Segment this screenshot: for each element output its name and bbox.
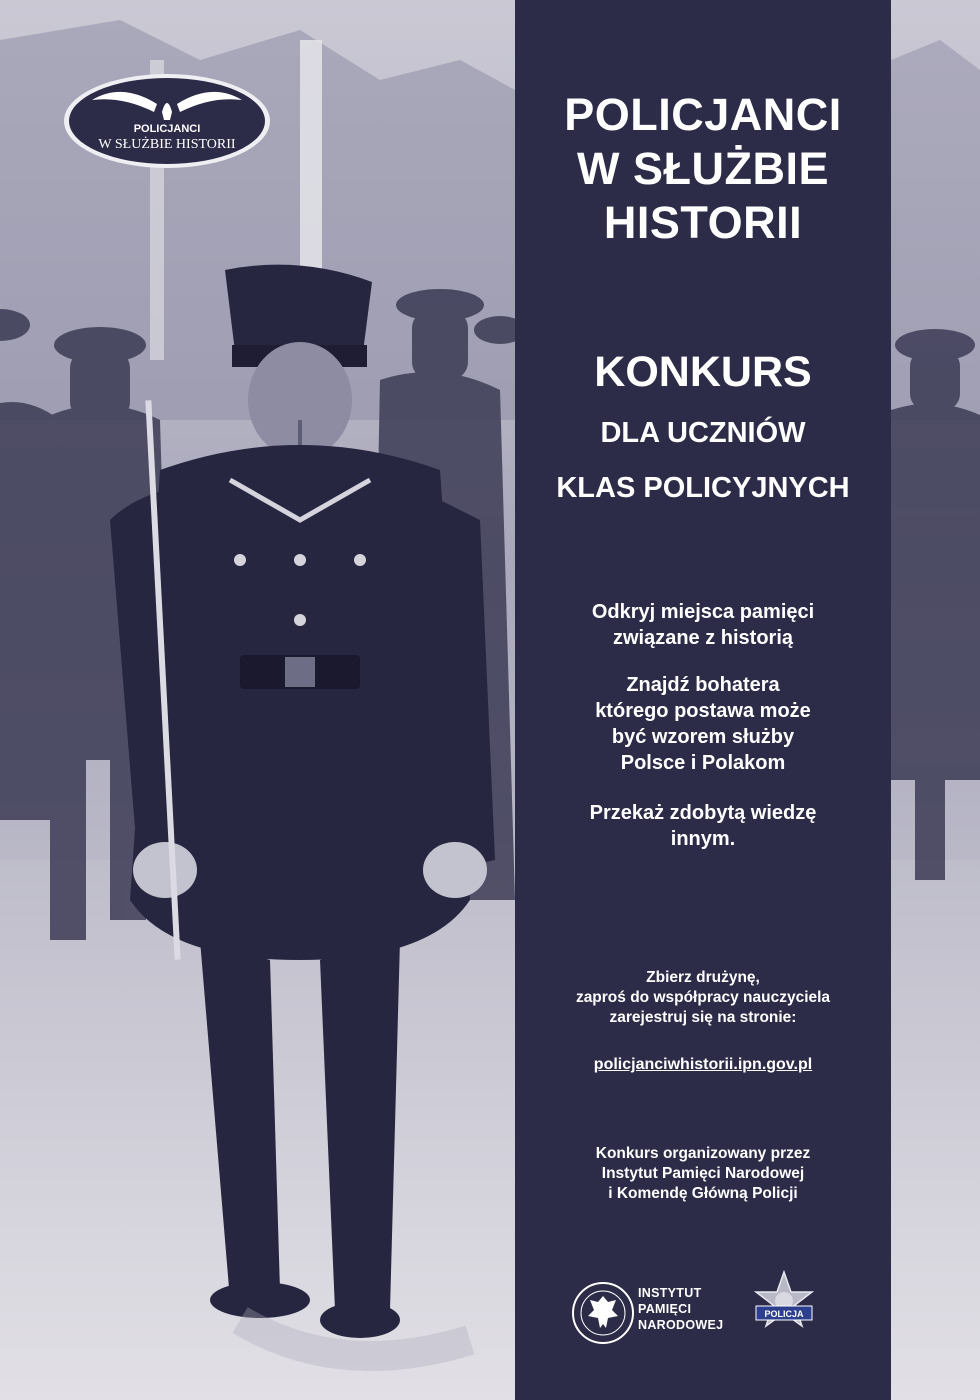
badge-line1: POLICJANCI bbox=[133, 123, 201, 135]
goal-block-3: Przekaż zdobytą wiedzę innym. bbox=[589, 802, 817, 850]
title-line: HISTORII bbox=[603, 197, 803, 248]
police-star-icon bbox=[752, 1270, 816, 1342]
project-badge-logo bbox=[62, 72, 272, 170]
poster-title bbox=[515, 88, 891, 250]
contest-subheading-2: KLAS POLICYJNYCH bbox=[556, 472, 850, 504]
info-panel bbox=[515, 0, 891, 1400]
ipn-name: INSTYTUT PAMIĘCI NARODOWEJ bbox=[638, 1286, 724, 1332]
badge-line2: W SŁUŻBIE HISTORII bbox=[98, 137, 236, 152]
title-line: POLICJANCI bbox=[564, 89, 842, 140]
contest-heading: KONKURS bbox=[594, 348, 812, 396]
organizers-info: Konkurs organizowany przez Instytut Pamięci Narodowej i Komendę Główną Policji bbox=[595, 1145, 811, 1202]
goal-block-2: Znajdź bohatera którego postawa może być wzorem służby Polsce i Polakom bbox=[595, 674, 811, 774]
registration-info: Zbierz drużynę, zaproś do współpracy nauczyciela zarejestruj się na stronie: bbox=[575, 969, 831, 1026]
policja-label: POLICJA bbox=[764, 1309, 804, 1319]
contest-subheading-1: DLA UCZNIÓW bbox=[600, 417, 806, 449]
goal-block-1: Odkryj miejsca pamięci związane z historią bbox=[591, 601, 815, 649]
title-line: W SŁUŻBIE bbox=[577, 143, 829, 194]
ipn-eagle-seal-icon bbox=[568, 1278, 638, 1348]
registration-link[interactable]: policjanciwhistorii.ipn.gov.pl bbox=[593, 1056, 813, 1073]
